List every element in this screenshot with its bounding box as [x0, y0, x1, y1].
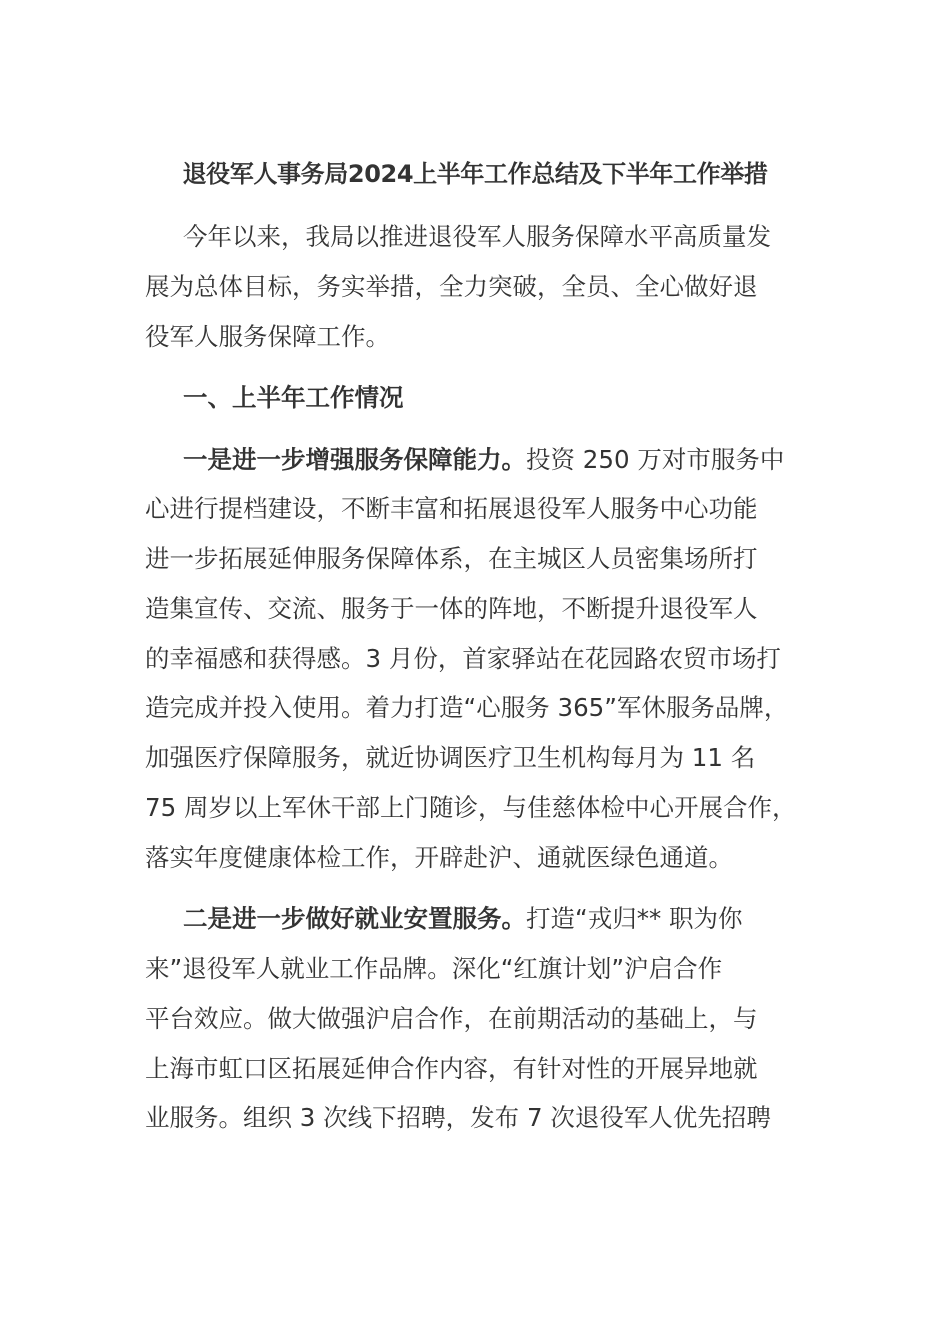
- section-heading: 一、上半年工作情况: [183, 383, 404, 412]
- item1-line: 75 周岁以上军休干部上门随诊，与佳慈体检中心开展合作，: [145, 793, 797, 822]
- intro-line-3: 役军人服务保障工作。: [145, 322, 390, 351]
- item1-line: 落实年度健康体检工作，开辟赴沪、通就医绿色通道。: [145, 843, 733, 872]
- item2-line: 来”退役军人就业工作品牌。深化“红旗计划”沪启合作: [145, 954, 723, 983]
- item2-first-line-rest: 打造“戎归** 职为你: [526, 904, 743, 933]
- intro-line-1: 今年以来，我局以推进退役军人服务保障水平高质量发: [183, 222, 771, 251]
- item2-lead: 二是进一步做好就业安置服务。: [183, 904, 526, 933]
- item1-line: 加强医疗保障服务，就近协调医疗卫生机构每月为 11 名: [145, 743, 756, 772]
- item1-line: 造集宣传、交流、服务于一体的阵地，不断提升退役军人: [145, 594, 758, 623]
- item2-line: 平台效应。做大做强沪启合作，在前期活动的基础上，与: [145, 1004, 758, 1033]
- item1-first-line-rest: 投资 250 万对市服务中: [526, 445, 785, 474]
- item1-line: 的幸福感和获得感。3 月份，首家驿站在花园路农贸市场打: [145, 644, 781, 673]
- item1-first-line: [183, 442, 784, 478]
- item1-line: 心进行提档建设，不断丰富和拓展退役军人服务中心功能: [145, 494, 758, 523]
- item2-line: 上海市虹口区拓展延伸合作内容，有针对性的开展异地就: [145, 1054, 758, 1083]
- intro-line-2: 展为总体目标，务实举措，全力突破，全员、全心做好退: [145, 272, 758, 301]
- item2-first-line: [183, 901, 742, 937]
- item1-lead: 一是进一步增强服务保障能力。: [183, 445, 526, 474]
- item1-line: 造完成并投入使用。着力打造“心服务 365”军休服务品牌，: [145, 693, 789, 722]
- document-title: 退役军人事务局2024上半年工作总结及下半年工作举措: [182, 160, 768, 188]
- item1-line: 进一步拓展延伸服务保障体系，在主城区人员密集场所打: [145, 544, 758, 573]
- item2-line: 业服务。组织 3 次线下招聘，发布 7 次退役军人优先招聘: [145, 1103, 771, 1132]
